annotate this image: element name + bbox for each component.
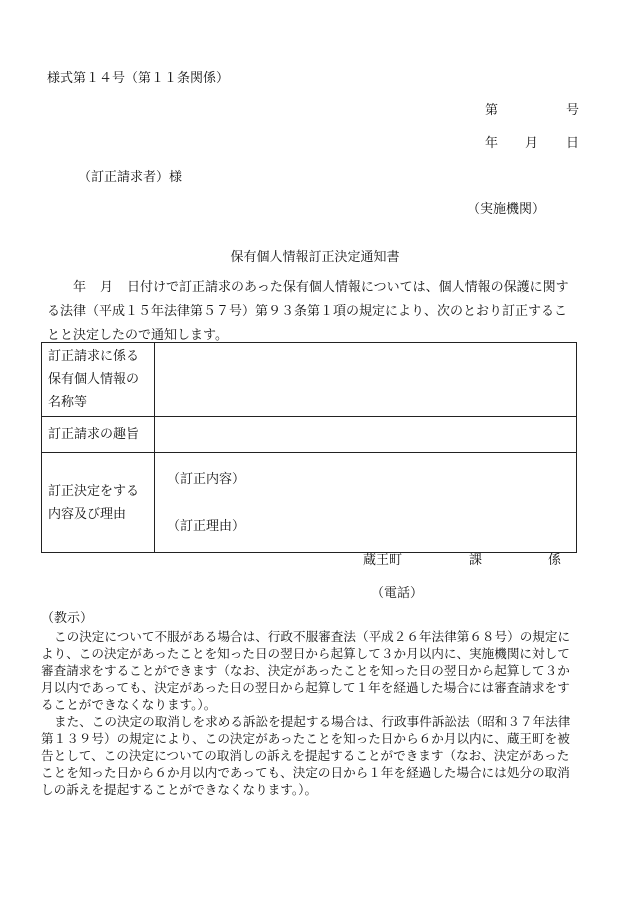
- recipient: （訂正請求者）様: [78, 170, 183, 185]
- unit-label: 係: [548, 553, 562, 568]
- notice-paragraph-2: また、この決定の取消しを求める訴訟を提起する場合は、行政事件訴訟法（昭和３７年法律第１３９号）の規定により、この決定があったことを知った日から６か月以内に、蔵王町を被告として、この決定についての取消しの訴えを提起することができます（なお、決定があったことを知った日から６か月以内であっても、決定の日から１年を経過した場合には処分の取消しの訴えを提起することができなくなります。）。: [41, 714, 571, 797]
- intro-month: 月: [100, 280, 114, 295]
- table-row: [42, 343, 577, 417]
- form-number: 様式第１４号（第１１条関係）: [47, 71, 230, 86]
- date-month: 月: [525, 136, 539, 151]
- date-day: 日: [566, 136, 580, 151]
- intro-paragraph: [47, 276, 579, 348]
- document-number-label: 第: [485, 103, 499, 118]
- label-decision-content: 訂正決定をする 内容及び理由: [42, 453, 155, 553]
- intro-text: 日付けで訂正請求のあった保有個人情報については、個人情報の保護に関する法律（平成１５年法律第５７号）第９３条第１項の規定により、次のとおり訂正することと決定したので通知します。: [47, 280, 569, 343]
- decision-content-cell: [155, 453, 577, 553]
- correction-table: [41, 342, 577, 553]
- notice-paragraph-1: この決定について不服がある場合は、行政不服審査法（平成２６年法律第６８号）の規定により、この決定があったことを知った日の翌日から起算して３か月以内に、実施機関に対して審査請求をすることができます（なお、決定があったことを知った日の翌日から起算して３か月以内であっても、決定があった日の翌日から起算して１年を経過した場合には審査請求をすることができなくなります。）。: [41, 629, 571, 712]
- request-purpose-cell: [155, 417, 577, 453]
- section-label: 課: [469, 553, 483, 568]
- agency: （実施機関）: [467, 202, 546, 217]
- correction-content-label: （訂正内容）: [167, 471, 246, 487]
- table-row: [42, 417, 577, 453]
- date-year: 年: [485, 136, 499, 151]
- page-title: 保有個人情報訂正決定通知書: [230, 250, 400, 265]
- label-request-purpose: 訂正請求の趣旨: [42, 417, 155, 453]
- notice-heading: （教示）: [41, 611, 94, 626]
- document-number-suffix: 号: [566, 103, 580, 118]
- label-requested-info: 訂正請求に係る 保有個人情報の 名称等: [42, 343, 155, 417]
- table-row: [42, 453, 577, 553]
- correction-reason-label: （訂正理由）: [167, 518, 246, 534]
- intro-year: 年: [73, 280, 87, 295]
- phone-label: （電話）: [371, 586, 424, 601]
- requested-info-cell: [155, 343, 577, 417]
- town-name: 蔵王町: [363, 553, 403, 568]
